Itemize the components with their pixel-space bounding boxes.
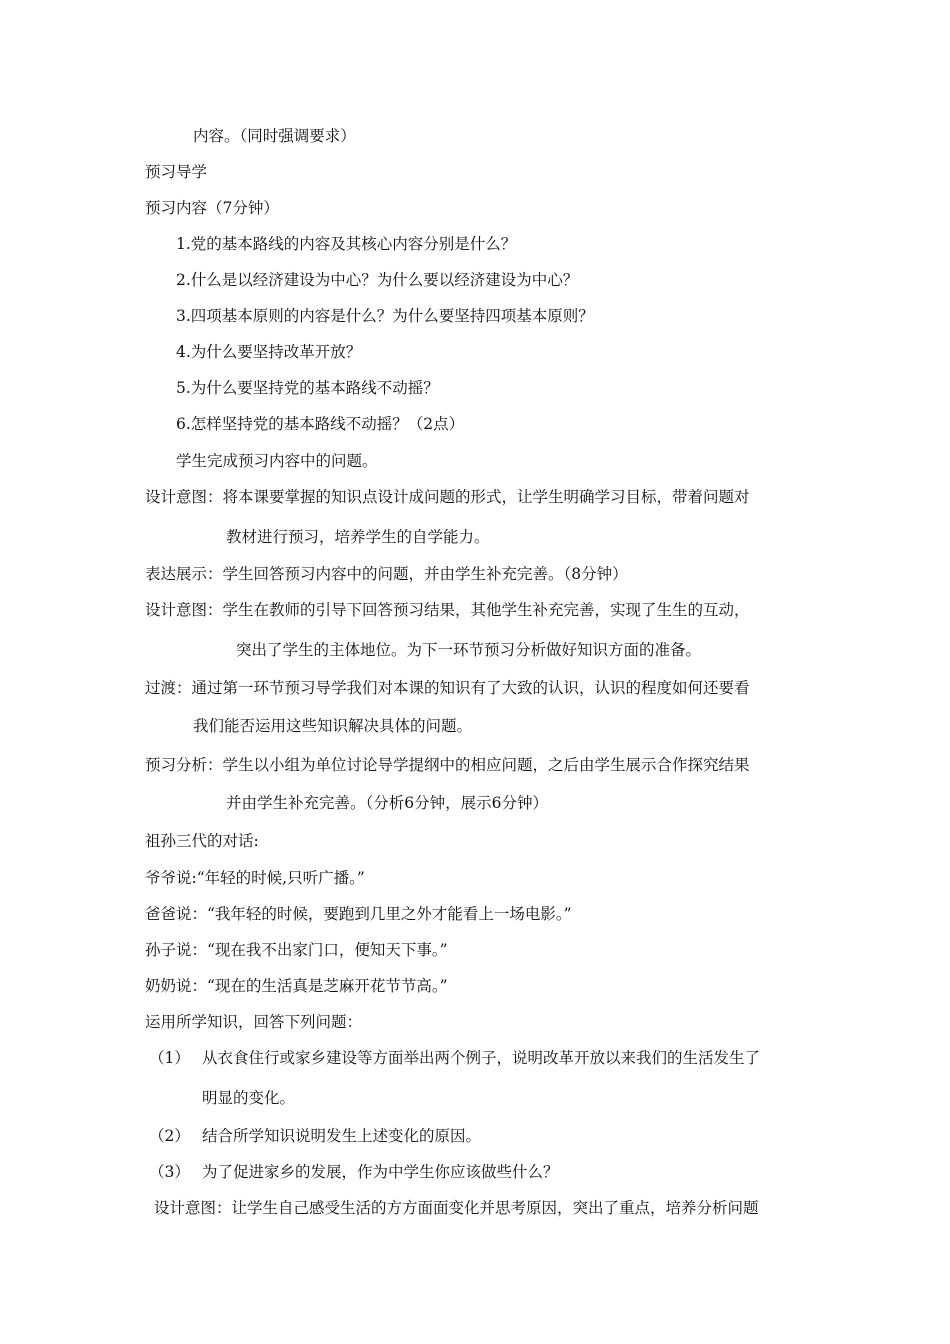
question-number: （2） [149,1127,190,1145]
question-item: 1.党的基本路线的内容及其核心内容分别是什么？ [176,235,517,253]
text-line: 预习分析：学生以小组为单位讨论导学提纲中的相应问题，之后由学生展示合作探究结果 [145,756,750,774]
text-line: 表达展示：学生回答预习内容中的问题，并由学生补充完善。（8分钟） [145,565,628,583]
dialogue-line: 孙子说：“现在我不出家门口，便知天下事。” [145,941,448,959]
section-subheading: 预习内容（7分钟） [145,199,279,217]
text-line: 设计意图：将本课要掌握的知识点设计成问题的形式，让学生明确学习目标，带着问题对 [145,488,750,506]
question-item: 3.四项基本原则的内容是什么？为什么要坚持四项基本原则？ [176,307,594,325]
question-text: 明显的变化。 [202,1089,296,1107]
text-line: 突出了学生的主体地位。为下一环节预习分析做好知识方面的准备。 [236,641,702,659]
text-line: 祖孙三代的对话: [145,832,259,850]
question-text: 从衣食住行或家乡建设等方面举出两个例子，说明改革开放以来我们的生活发生了 [202,1049,761,1067]
text-line: 设计意图：让学生自己感受生活的方方面面变化并思考原因，突出了重点，培养分析问题 [154,1199,759,1217]
text-line: 学生完成预习内容中的问题。 [176,452,378,470]
question-item: 5.为什么要坚持党的基本路线不动摇？ [176,379,439,397]
dialogue-line: 奶奶说：“现在的生活真是芝麻开花节节高。” [145,977,448,995]
section-heading: 预习导学 [145,163,208,181]
question-text: 为了促进家乡的发展，作为中学生你应该做些什么？ [202,1163,559,1181]
text-line: 运用所学知识，回答下列问题： [145,1013,363,1031]
question-number: （1） [149,1049,190,1067]
question-number: （3） [149,1163,190,1181]
text-line: 过渡：通过第一环节预习导学我们对本课的知识有了大致的认识，认识的程度如何还要看 [145,679,750,697]
text-line: 教材进行预习，培养学生的自学能力。 [226,528,490,546]
text-line: 我们能否运用这些知识解决具体的问题。 [193,717,473,735]
text-line: 内容。（同时强调要求） [193,127,356,145]
question-text: 结合所学知识说明发生上述变化的原因。 [202,1127,482,1145]
dialogue-line: 爷爷说:“年轻的时候,只听广播。” [145,869,365,887]
text-line: 并由学生补充完善。（分析6分钟，展示6分钟） [226,794,548,812]
question-item: 6.怎样坚持党的基本路线不动摇？（2点） [176,415,465,433]
question-item: 4.为什么要坚持改革开放？ [176,343,362,361]
question-item: 2.什么是以经济建设为中心？为什么要以经济建设为中心？ [176,271,579,289]
dialogue-line: 爸爸说：“我年轻的时候，要跑到几里之外才能看上一场电影。” [145,905,572,923]
text-line: 设计意图：学生在教师的引导下回答预习结果，其他学生补充完善，实现了生生的互动， [145,601,750,619]
